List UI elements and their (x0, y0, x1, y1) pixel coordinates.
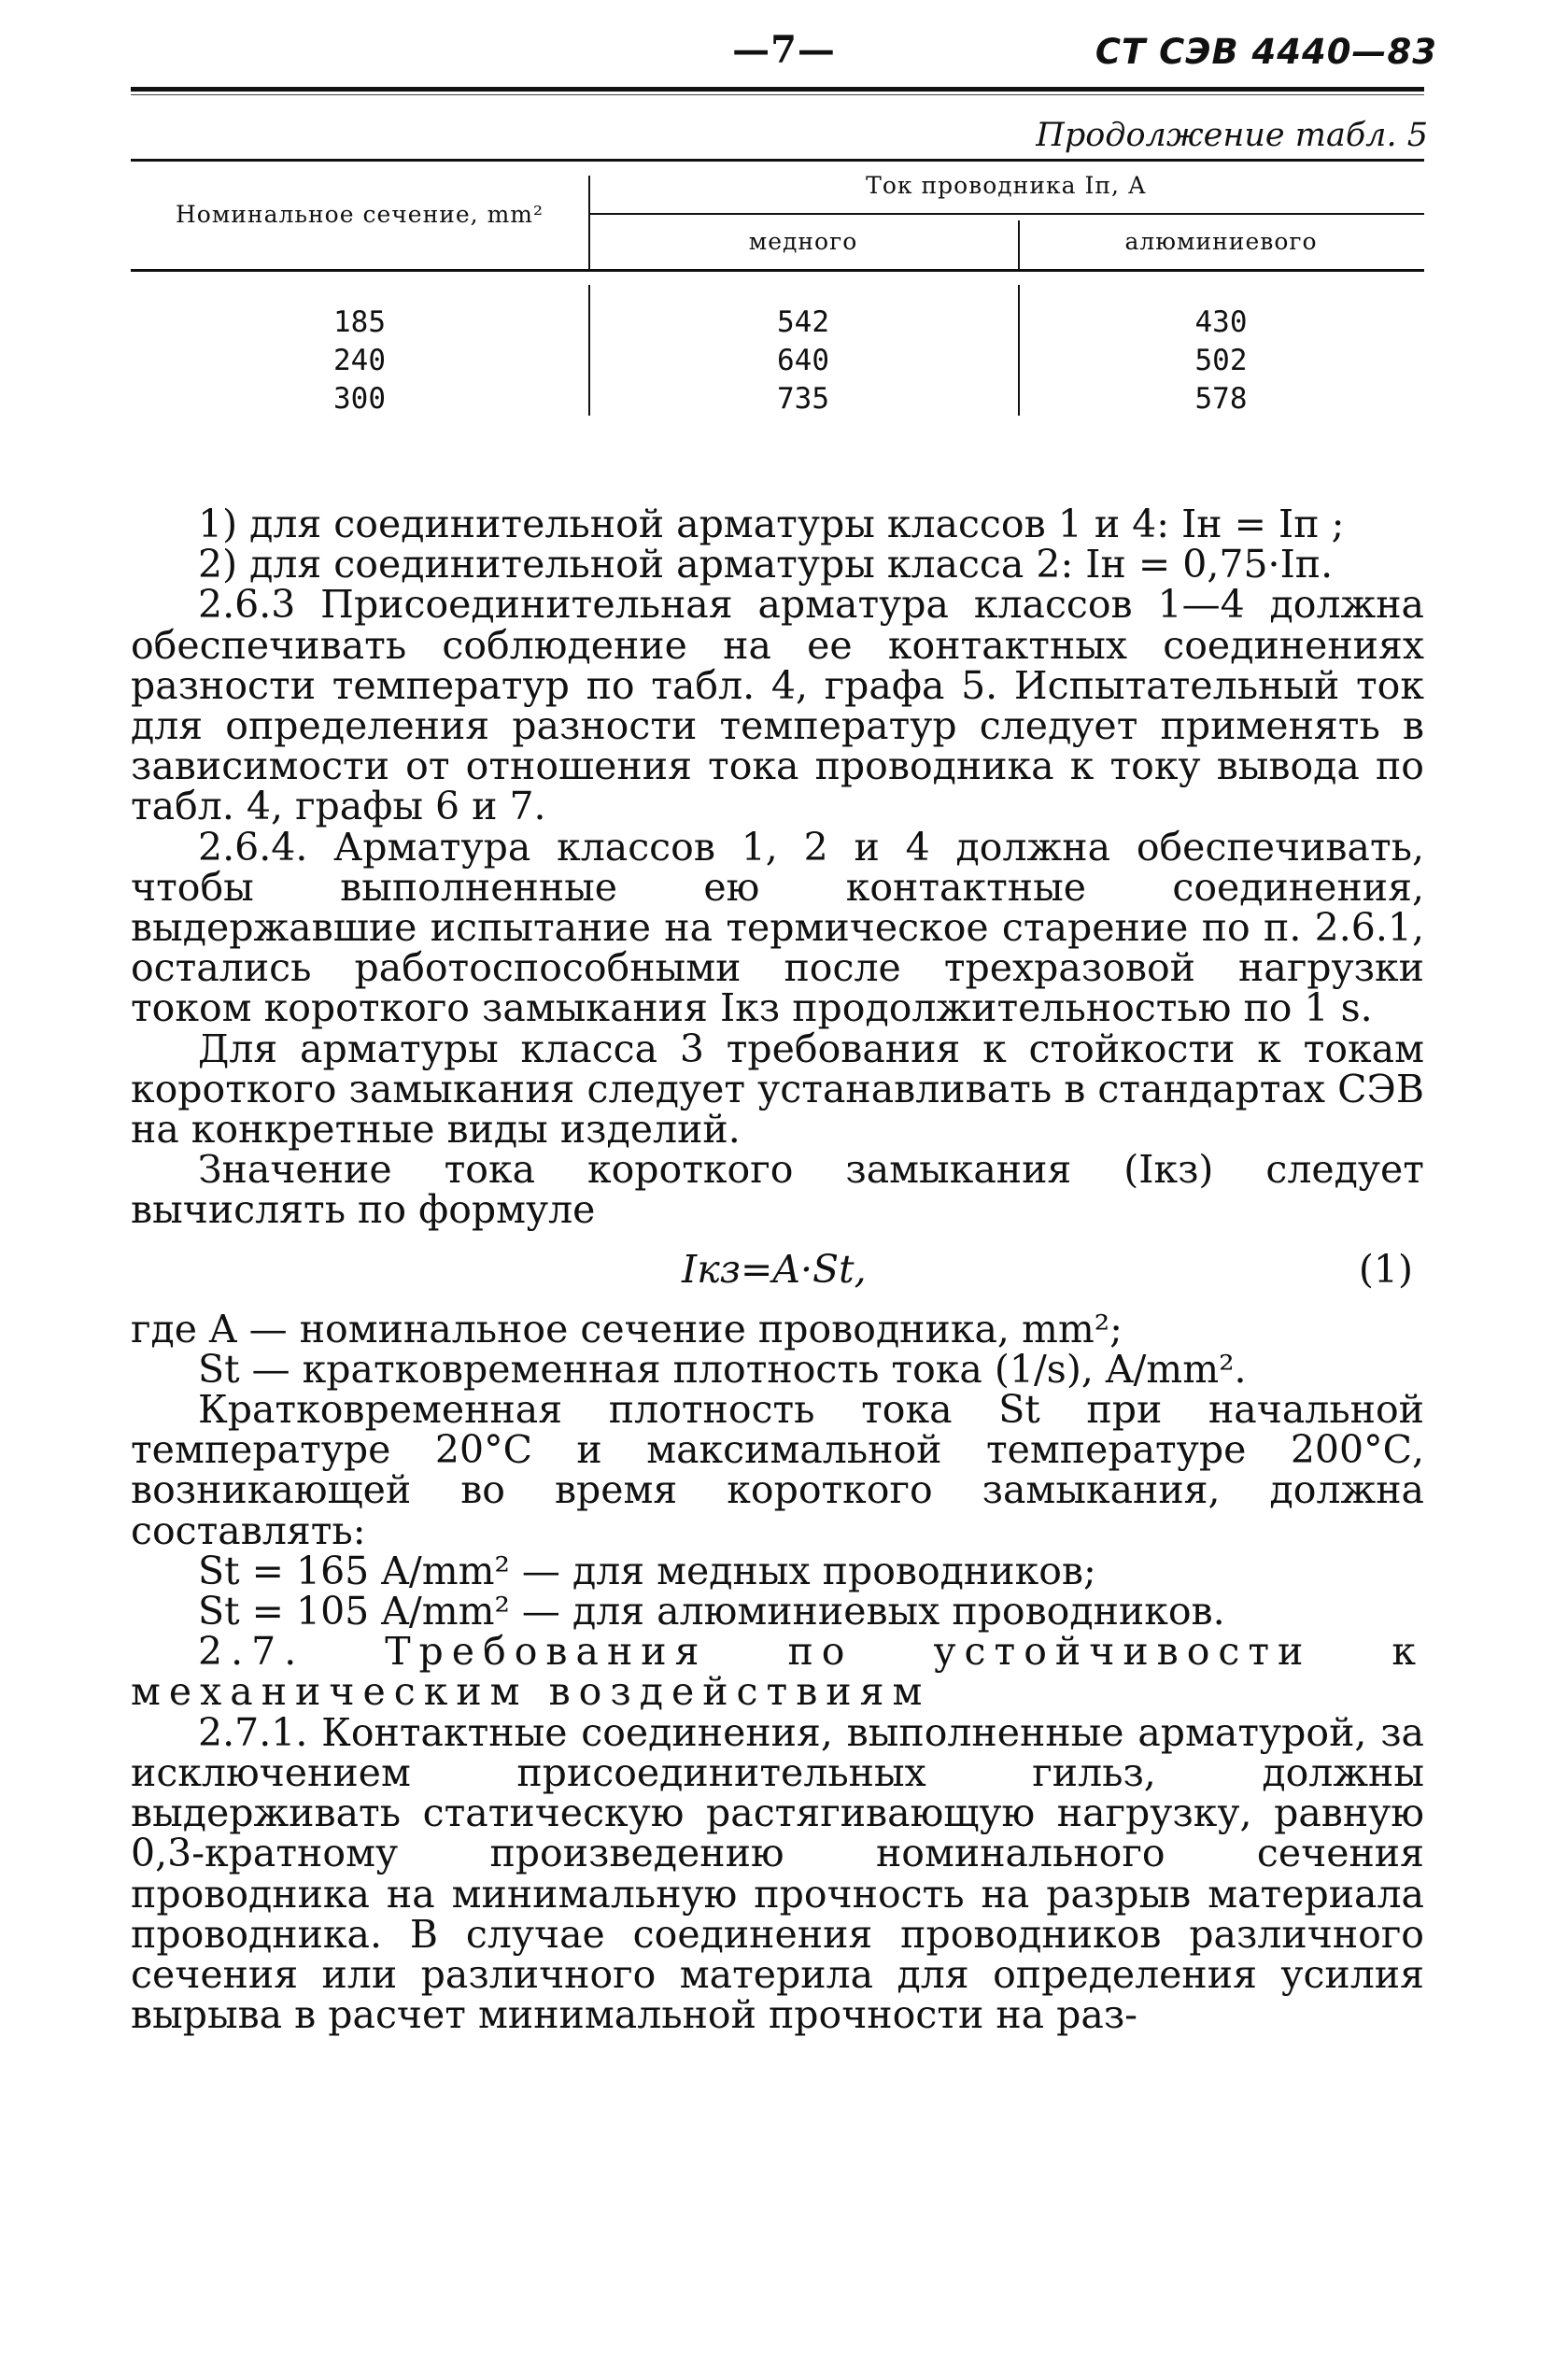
table-cell: 578 (1194, 382, 1248, 416)
paragraph-2-6-3: 2.6.3 Присоединительная арматура классов 1—4 должна обеспечивать соблюдение на ее контактных соединениях разности температур по табл. 4, графа 5. Испытательный ток для определения разности температур следует применять в зависимости от отношения тока проводника к току вывода по табл. 4, графы 6 и 7. (131, 582, 1424, 829)
section-values (131, 304, 588, 418)
header-rule (131, 87, 1424, 92)
current-table (131, 159, 1424, 462)
table-cell: 640 (777, 344, 829, 377)
header-conductor-current: Ток проводника Iп, А (866, 172, 1147, 199)
formula: Iкз=A·St, (682, 1246, 867, 1292)
definition-a: где A — номинальное сечение проводника, mm²; (131, 1306, 1123, 1351)
density-aluminum: St = 105 A/mm² — для алюминиевых проводников. (198, 1589, 1225, 1634)
header-copper: медного (748, 228, 858, 255)
document-body (131, 502, 1424, 2038)
table-header-bottom-rule (131, 269, 1424, 272)
paragraph-class-3: Для арматуры класса 3 требования к стойкости к токам короткого замыкания следует устанавливать в стандартах СЭВ на конкретные виды изделий. (131, 1026, 1424, 1153)
list-item-2: 2) для соединительной арматуры класса 2: Iн = 0,75·Iп. (198, 542, 1334, 587)
page-number: —7— (732, 28, 836, 72)
table-cell: 735 (777, 382, 829, 416)
standard-designation: СТ СЭВ 4440—83 (1095, 32, 1437, 72)
density-copper: St = 165 A/mm² — для медных проводников; (198, 1548, 1096, 1593)
table-cell: 430 (1194, 305, 1248, 339)
table-cell: 240 (333, 344, 386, 377)
paragraph-current-value: Значение тока короткого замыкания (Iкз) следует вычислять по формуле (131, 1147, 1424, 1233)
paragraph-2-7-1: 2.7.1. Контактные соединения, выполненные арматурой, за исключением присоединительных гильз, должны выдерживать статическую растягивающую нагрузку, равную 0,3-кратному произведению номинального сечения проводника на минимальную прочность на разрыв материала проводника. В случае соединения проводников различного сечения или различного материла для определения усилия вырыва в расчет минимальной прочности на раз- (131, 1709, 1424, 2038)
formula-number: (1) (1358, 1246, 1413, 1292)
paragraph-2-6-4: 2.6.4. Арматура классов 1, 2 и 4 должна обеспечивать, чтобы выполненные ею контактные соединения, выдержавшие испытание на термическое старение по п. 2.6.1, остались работоспособными после трехразовой нагрузки током короткого замыкания Iкз продолжительностью по 1 s. (131, 824, 1424, 1031)
table-top-rule (131, 159, 1424, 162)
aluminum-values (1018, 304, 1424, 418)
table-subheader-rule (588, 213, 1424, 215)
header-aluminum: алюминиевого (1124, 228, 1318, 255)
formula-block (131, 1231, 1424, 1309)
table-cell: 185 (333, 305, 386, 339)
table-cell: 300 (333, 382, 386, 416)
paragraph-current-density: Кратковременная плотность тока St при начальной температуре 20°С и максимальной температуре 200°С, возникающей во время короткого замыкания, должна составлять: (131, 1387, 1424, 1553)
list-item-1: 1) для соединительной арматуры классов 1 и 4: Iн = Iп ; (198, 502, 1345, 546)
header-rule-thin (131, 94, 1424, 95)
section-heading-2-7: 2.7. Требования по устойчивости к механическим воздействиям (131, 1629, 1424, 1715)
definition-st: St — кратковременная плотность тока (1/s), A/mm². (198, 1346, 1247, 1392)
table-continuation-label: Продолжение табл. 5 (1036, 117, 1428, 154)
table-cell: 542 (777, 305, 829, 339)
copper-values (588, 304, 1018, 418)
table-cell: 502 (1194, 344, 1248, 377)
header-nominal-section: Номинальное сечение, mm² (175, 201, 544, 228)
